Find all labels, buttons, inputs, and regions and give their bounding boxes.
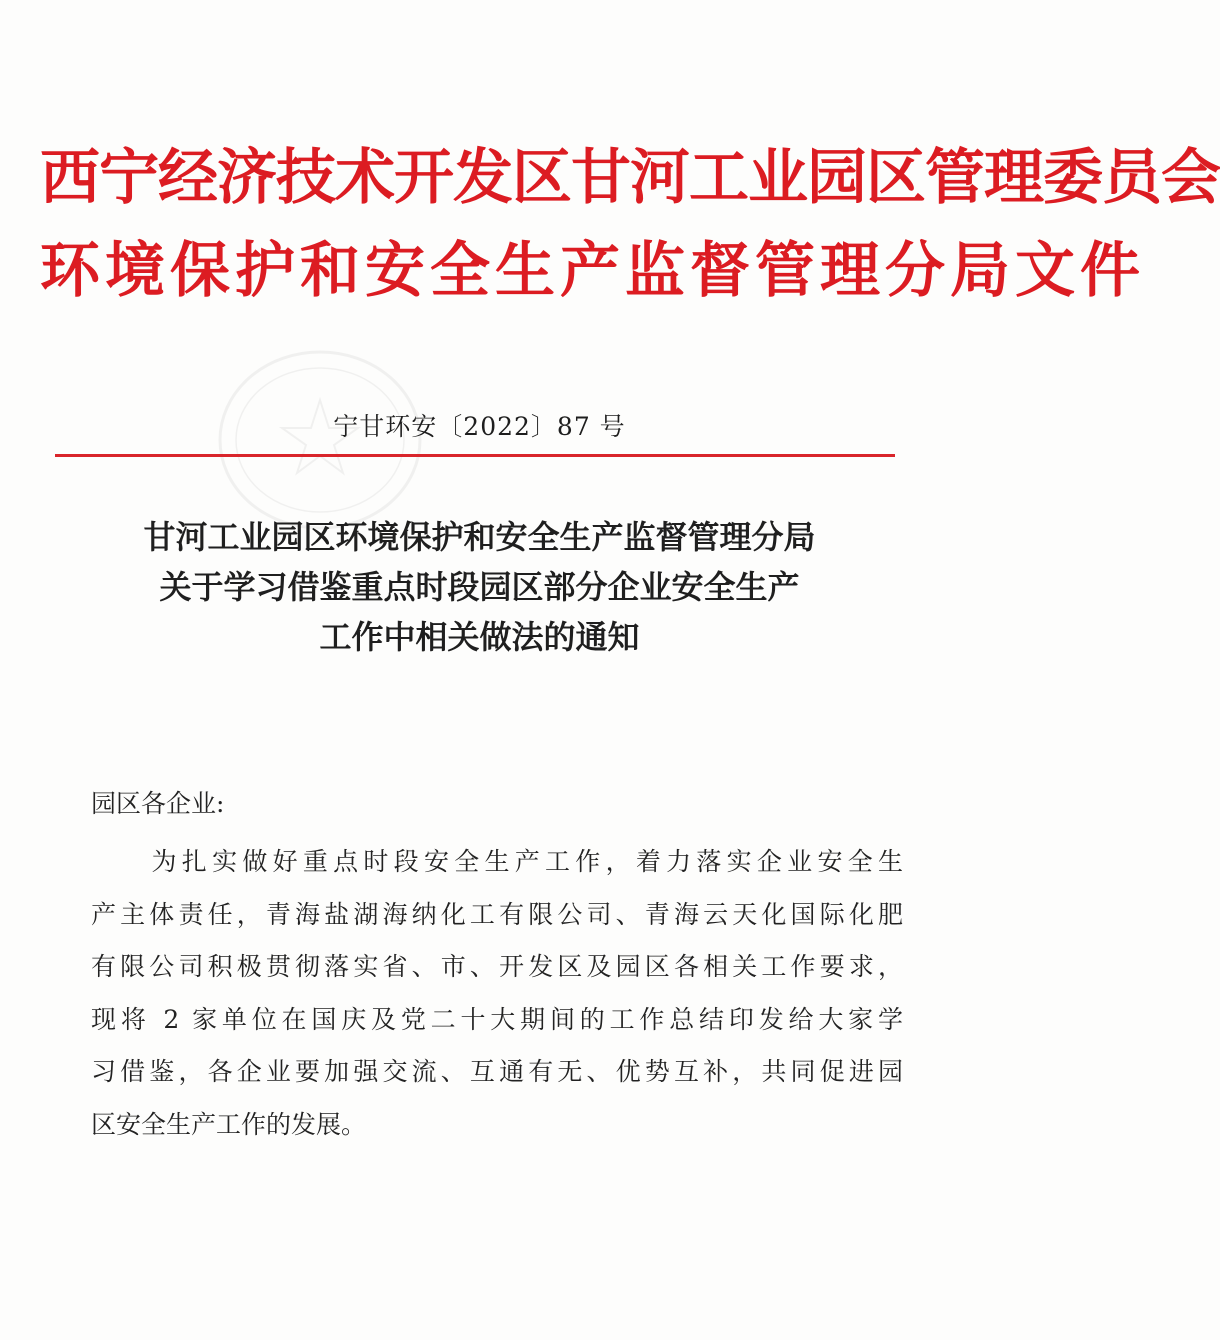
body-paragraph (91, 836, 903, 1151)
body-line: 习借鉴，各企业要加强交流、互通有无、优势互补，共同促进园 (91, 1057, 903, 1086)
red-divider-line (55, 454, 895, 457)
salutation: 园区各企业: (91, 789, 225, 818)
body-line: 现将 2 家单位在国庆及党二十大期间的工作总结印发给大家学 (91, 1004, 903, 1034)
body-line: 为扎实做好重点时段安全生产工作，着力落实企业安全生 (91, 847, 903, 876)
letterhead-line-2: 环境保护和安全生产监督管理分局文件 (40, 236, 1145, 306)
body-line: 产主体责任，青海盐湖海纳化工有限公司、青海云天化国际化肥 (91, 899, 903, 929)
title-line-3: 工作中相关做法的通知 (319, 618, 640, 656)
body-line: 有限公司积极贯彻落实省、市、开发区及园区各相关工作要求， (91, 952, 903, 981)
document-title (40, 512, 919, 662)
body-line: 区安全生产工作的发展。 (91, 1109, 367, 1139)
title-line-1: 甘河工业园区环境保护和安全生产监督管理分局 (143, 518, 816, 556)
letterhead-line-1: 西宁经济技术开发区甘河工业园区管理委员会 (40, 143, 1220, 213)
document-number: 宁甘环安〔2022〕87 号 (333, 412, 626, 441)
title-line-2: 关于学习借鉴重点时段园区部分企业安全生产 (159, 568, 800, 606)
